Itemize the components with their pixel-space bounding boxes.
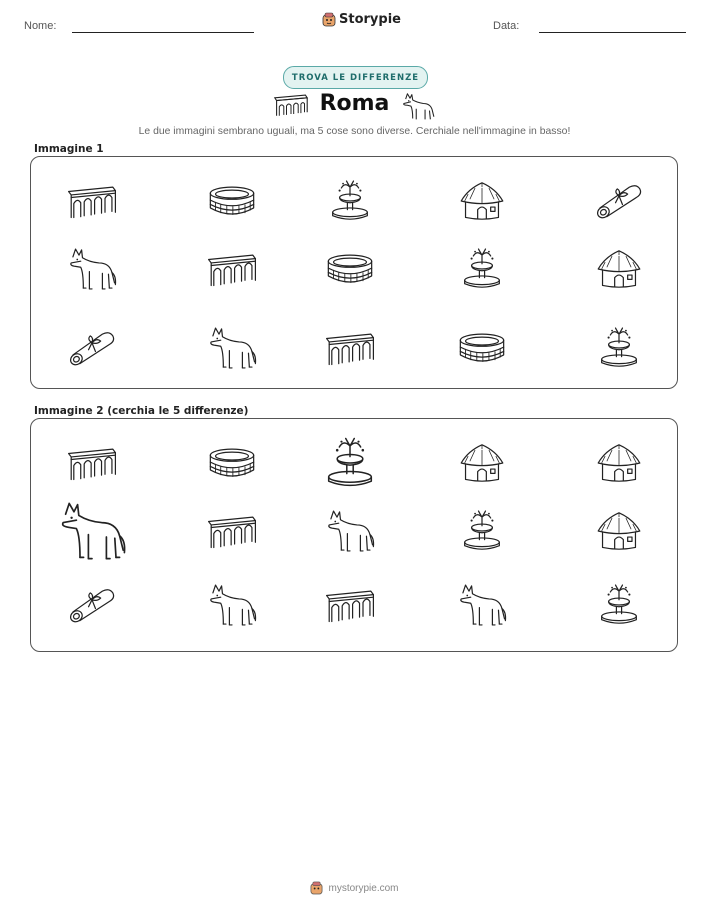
fountain-icon — [456, 243, 508, 295]
colosseum-icon — [456, 322, 508, 374]
image2-label: Immagine 2 (cerchia le 5 differenze) — [34, 405, 249, 417]
hut-icon — [593, 243, 645, 295]
page-title: Roma — [319, 91, 390, 116]
colosseum-icon — [324, 243, 376, 295]
scroll-icon[interactable] — [66, 579, 118, 631]
name-label: Nome: — [24, 20, 57, 32]
image2-panel[interactable] — [30, 418, 678, 652]
colosseum-icon[interactable] — [206, 437, 258, 489]
fountain-icon — [324, 175, 376, 227]
wolf-icon[interactable] — [206, 579, 258, 631]
activity-badge: TROVA LE DIFFERENZE — [283, 66, 428, 89]
date-label: Data: — [493, 20, 520, 32]
hut-icon — [456, 175, 508, 227]
scroll-icon — [593, 175, 645, 227]
brand-name: Storypie — [339, 12, 401, 27]
storypie-mascot-icon — [310, 881, 323, 895]
date-field[interactable] — [539, 32, 686, 33]
wolf-icon — [400, 92, 436, 122]
footer — [0, 881, 709, 895]
fountain-icon[interactable] — [456, 505, 508, 557]
instructions: Le due immagini sembrano uguali, ma 5 cose sono diverse. Cerchiale nell'immagine in basso! — [138, 126, 571, 137]
fountain-icon[interactable] — [318, 431, 382, 495]
wolf-icon — [66, 243, 118, 295]
aqueduct-icon — [206, 243, 258, 295]
brand-logo — [322, 12, 401, 27]
aqueduct-icon — [66, 175, 118, 227]
aqueduct-icon[interactable] — [206, 505, 258, 557]
storypie-mascot-icon — [322, 12, 336, 27]
image1-label: Immagine 1 — [34, 143, 104, 155]
footer-url: mystorypie.com — [328, 882, 399, 894]
hut-icon[interactable] — [456, 437, 508, 489]
wolf-icon[interactable] — [456, 579, 508, 631]
hut-icon[interactable] — [593, 505, 645, 557]
wolf-icon — [206, 322, 258, 374]
aqueduct-icon[interactable] — [324, 579, 376, 631]
scroll-icon — [66, 322, 118, 374]
image1-panel — [30, 156, 678, 389]
aqueduct-icon[interactable] — [66, 437, 118, 489]
fountain-icon[interactable] — [593, 579, 645, 631]
aqueduct-icon — [324, 322, 376, 374]
fountain-icon — [593, 322, 645, 374]
name-field[interactable] — [72, 32, 254, 33]
colosseum-icon — [206, 175, 258, 227]
wolf-icon[interactable] — [324, 505, 376, 557]
hut-icon[interactable] — [593, 437, 645, 489]
wolf-icon[interactable] — [56, 495, 128, 567]
